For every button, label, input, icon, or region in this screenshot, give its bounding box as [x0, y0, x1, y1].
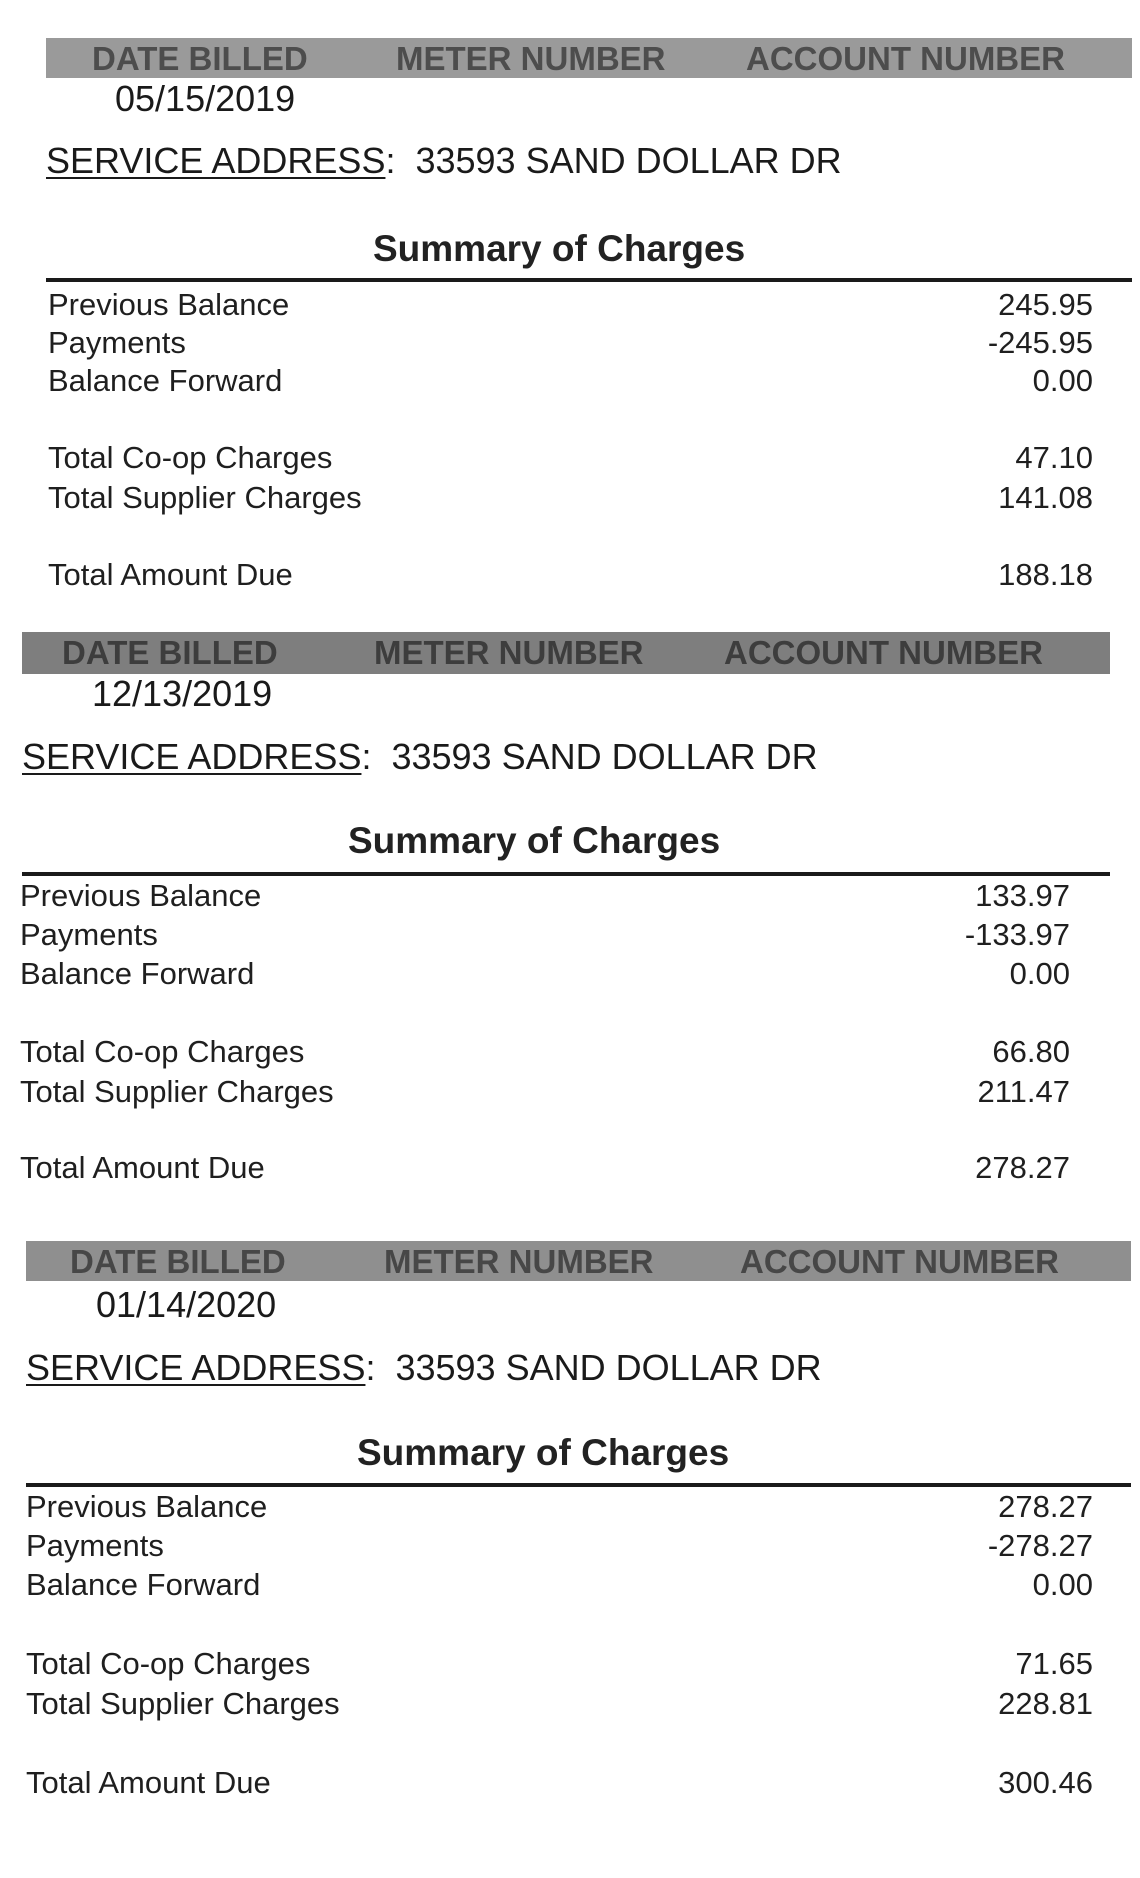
date-billed-value: 05/15/2019	[115, 78, 296, 119]
service-address-value: 33593 SAND DOLLAR DR	[415, 140, 842, 181]
summary-rule	[22, 872, 1110, 876]
row-value: -133.97	[964, 917, 1070, 952]
bill-header-bar	[46, 38, 1132, 78]
row-balance-forward	[48, 363, 1093, 399]
row-previous-balance	[26, 1489, 1093, 1525]
row-value: 0.00	[1009, 956, 1070, 991]
date-billed-value: 01/14/2020	[96, 1284, 277, 1325]
service-address-value: 33593 SAND DOLLAR DR	[395, 1347, 822, 1388]
row-total-supplier	[20, 1074, 1070, 1110]
date-billed-value: 12/13/2019	[92, 673, 273, 714]
row-label: Payments	[20, 917, 158, 952]
row-payments	[20, 917, 1070, 953]
row-previous-balance	[48, 287, 1093, 323]
row-label: Total Supplier Charges	[48, 480, 362, 515]
meter-number-label: METER NUMBER	[374, 634, 644, 671]
row-value: -278.27	[987, 1528, 1093, 1563]
row-label: Balance Forward	[26, 1567, 261, 1602]
row-total-coop	[20, 1034, 1070, 1070]
service-address-label: SERVICE ADDRESS	[26, 1347, 366, 1388]
summary-rule	[26, 1483, 1131, 1487]
date-billed-label: DATE BILLED	[62, 634, 278, 671]
row-total-coop	[26, 1646, 1093, 1682]
service-address: SERVICE ADDRESS: 33593 SAND DOLLAR DR	[46, 140, 842, 181]
row-balance-forward	[20, 956, 1070, 992]
summary-title: Summary of Charges	[373, 228, 746, 269]
row-value: 300.46	[998, 1765, 1093, 1800]
row-previous-balance	[20, 878, 1070, 914]
row-label: Previous Balance	[20, 878, 262, 913]
bill-header-bar	[26, 1241, 1131, 1281]
row-label: Total Amount Due	[20, 1150, 265, 1185]
date-billed-label: DATE BILLED	[92, 40, 308, 77]
row-value: 0.00	[1032, 1567, 1093, 1602]
bill-header-bar	[22, 632, 1110, 674]
meter-number-label: METER NUMBER	[396, 40, 666, 77]
meter-number-label: METER NUMBER	[384, 1243, 654, 1280]
row-label: Previous Balance	[48, 287, 290, 322]
row-total-due	[20, 1150, 1070, 1186]
row-label: Total Co-op Charges	[48, 440, 333, 475]
account-number-label: ACCOUNT NUMBER	[740, 1243, 1059, 1280]
service-address: SERVICE ADDRESS: 33593 SAND DOLLAR DR	[26, 1347, 822, 1388]
row-payments	[48, 325, 1093, 361]
row-total-supplier	[48, 480, 1093, 516]
service-address-value: 33593 SAND DOLLAR DR	[391, 736, 818, 777]
account-number-label: ACCOUNT NUMBER	[746, 40, 1065, 77]
row-value: 66.80	[992, 1034, 1070, 1069]
row-value: 228.81	[998, 1686, 1093, 1721]
row-total-due	[26, 1765, 1093, 1801]
row-label: Total Amount Due	[48, 557, 293, 592]
row-value: 141.08	[998, 480, 1093, 515]
row-label: Total Supplier Charges	[26, 1686, 340, 1721]
row-total-supplier	[26, 1686, 1093, 1722]
row-label: Balance Forward	[48, 363, 283, 398]
service-address-label: SERVICE ADDRESS	[22, 736, 362, 777]
summary-title: Summary of Charges	[357, 1432, 730, 1473]
row-label: Total Co-op Charges	[26, 1646, 311, 1681]
row-label: Total Co-op Charges	[20, 1034, 305, 1069]
row-label: Balance Forward	[20, 956, 255, 991]
row-value: 0.00	[1032, 363, 1093, 398]
row-label: Total Supplier Charges	[20, 1074, 334, 1109]
account-number-label: ACCOUNT NUMBER	[724, 634, 1043, 671]
row-value: 278.27	[998, 1489, 1093, 1524]
row-value: 47.10	[1015, 440, 1093, 475]
row-value: -245.95	[987, 325, 1093, 360]
summary-title: Summary of Charges	[348, 820, 721, 861]
row-payments	[26, 1528, 1093, 1564]
row-value: 71.65	[1015, 1646, 1093, 1681]
row-value: 278.27	[975, 1150, 1070, 1185]
row-value: 211.47	[977, 1074, 1070, 1109]
row-label: Payments	[26, 1528, 164, 1563]
row-value: 245.95	[998, 287, 1093, 322]
row-value: 188.18	[998, 557, 1093, 592]
row-value: 133.97	[975, 878, 1070, 913]
service-address: SERVICE ADDRESS: 33593 SAND DOLLAR DR	[22, 736, 818, 777]
row-total-coop	[48, 440, 1093, 476]
row-label: Payments	[48, 325, 186, 360]
row-label: Total Amount Due	[26, 1765, 271, 1800]
summary-rule	[46, 278, 1132, 282]
date-billed-label: DATE BILLED	[70, 1243, 286, 1280]
row-label: Previous Balance	[26, 1489, 268, 1524]
row-total-due	[48, 557, 1093, 593]
service-address-label: SERVICE ADDRESS	[46, 140, 386, 181]
row-balance-forward	[26, 1567, 1093, 1603]
